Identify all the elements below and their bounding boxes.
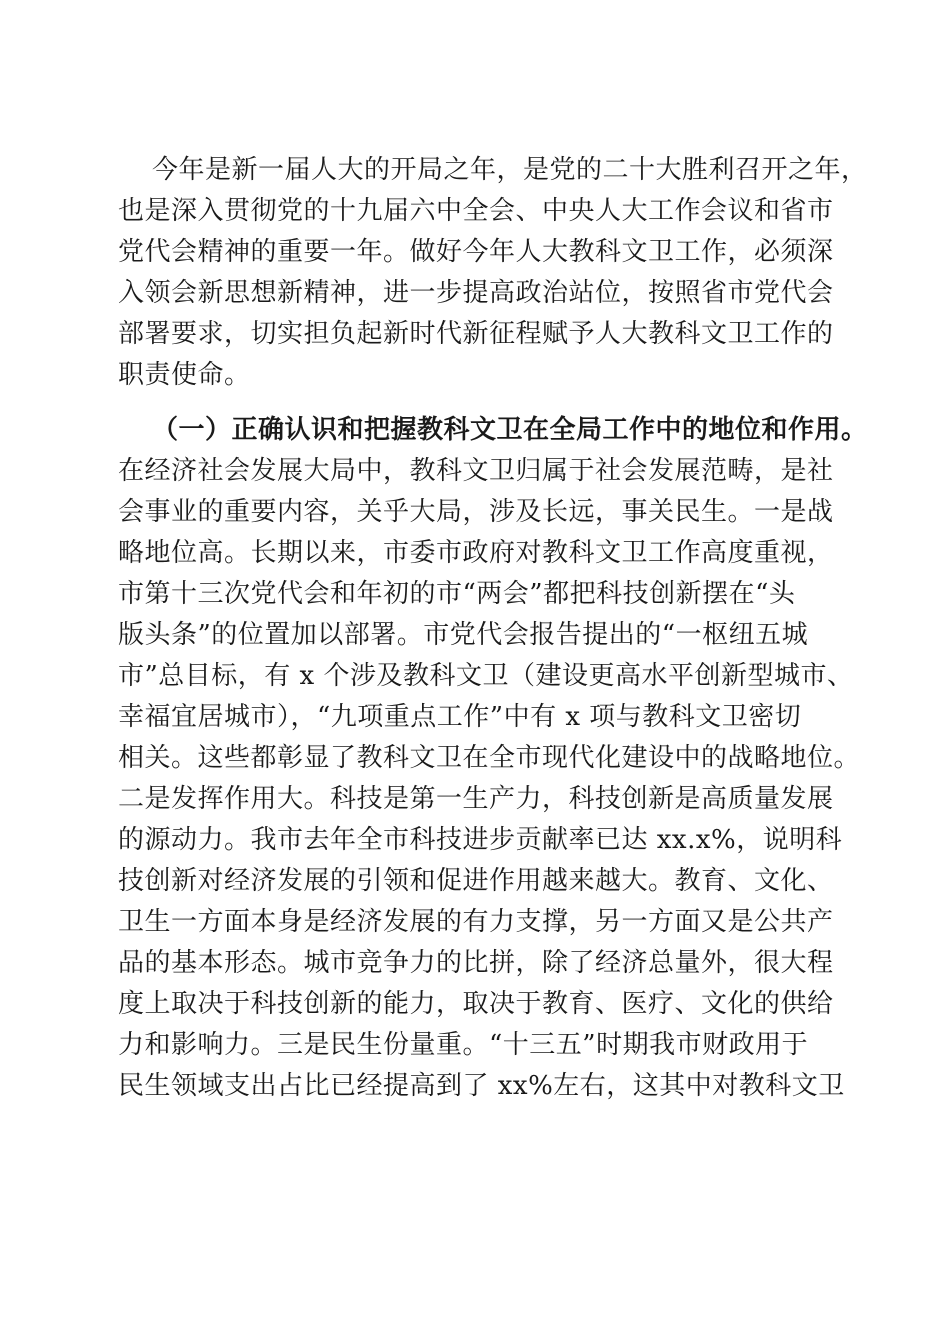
section-1-line-3: 略地位高。长期以来，市委市政府对教科文卫工作高度重视， xyxy=(118,538,834,568)
section-1-line-10: 的源动力。我市去年全市科技进步贡献率已达 xx.x%，说明科 xyxy=(118,825,843,855)
paragraph-1-line-6: 职责使命。 xyxy=(118,360,251,390)
section-1-heading: （一）正确认识和把握教科文卫在全局工作中的地位和作用。 xyxy=(152,415,868,445)
paragraph-1-line-1: 今年是新一届人大的开局之年，是党的二十大胜利召开之年， xyxy=(152,155,868,185)
section-1-line-9: 二是发挥作用大。科技是第一生产力，科技创新是高质量发展 xyxy=(118,784,834,814)
section-1-line-13: 品的基本形态。城市竞争力的比拼，除了经济总量外，很大程 xyxy=(118,948,834,978)
paragraph-1-line-3: 党代会精神的重要一年。做好今年人大教科文卫工作，必须深 xyxy=(118,237,834,267)
section-1-line-11: 技创新对经济发展的引领和促进作用越来越大。教育、文化、 xyxy=(118,866,834,896)
section-1-line-14: 度上取决于科技创新的能力，取决于教育、医疗、文化的供给 xyxy=(118,989,834,1019)
paragraph-1-line-4: 入领会新思想新精神，进一步提高政治站位，按照省市党代会 xyxy=(118,278,834,308)
section-1-line-7: 幸福宜居城市），“九项重点工作”中有 x 项与教科文卫密切 xyxy=(118,702,802,732)
document-body xyxy=(118,150,868,1130)
section-1-line-16: 民生领域支出占比已经提高到了 xx%左右，这其中对教科文卫 xyxy=(118,1071,845,1101)
section-1-line-8: 相关。这些都彰显了教科文卫在全市现代化建设中的战略地位。 xyxy=(118,743,861,773)
section-1-line-2: 会事业的重要内容，关乎大局，涉及长远，事关民生。一是战 xyxy=(118,497,834,527)
section-1-line-4: 市第十三次党代会和年初的市“两会”都把科技创新摆在“头 xyxy=(118,579,796,609)
section-1-line-12: 卫生一方面本身是经济发展的有力支撑，另一方面又是公共产 xyxy=(118,907,834,937)
section-1-line-5: 版头条”的位置加以部署。市党代会报告提出的“一枢纽五城 xyxy=(118,620,809,650)
section-1-line-15: 力和影响力。三是民生份量重。“十三五”时期我市财政用于 xyxy=(118,1030,809,1060)
paragraph-1-line-5: 部署要求，切实担负起新时代新征程赋予人大教科文卫工作的 xyxy=(118,319,834,349)
section-1-line-6: 市”总目标，有 x 个涉及教科文卫（建设更高水平创新型城市、 xyxy=(118,661,854,691)
paragraph-1-line-2: 也是深入贯彻党的十九届六中全会、中央人大工作会议和省市 xyxy=(118,196,834,226)
section-1-line-1: 在经济社会发展大局中，教科文卫归属于社会发展范畴，是社 xyxy=(118,456,834,486)
